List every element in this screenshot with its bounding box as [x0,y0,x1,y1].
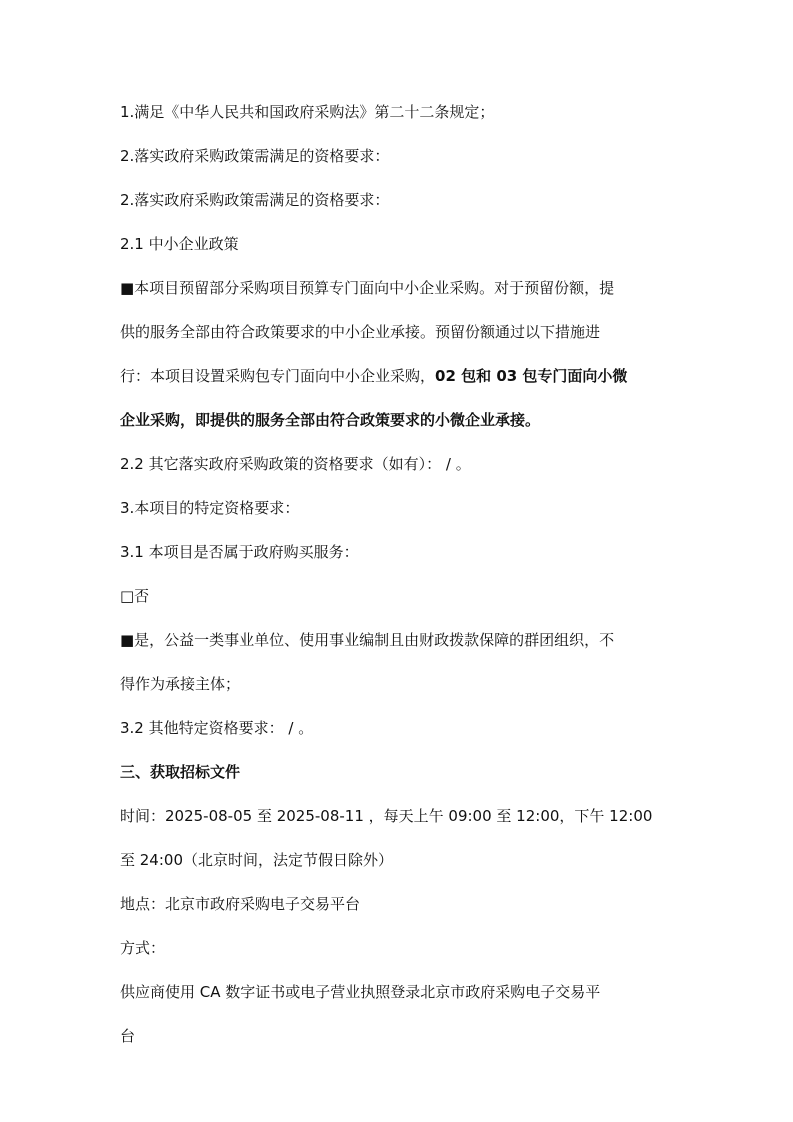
location-line: 地点：北京市政府采购电子交易平台 [120,895,361,913]
clause-2-2: 2.2 其它落实政府采购政策的资格要求（如有）： / 。 [120,455,471,473]
clause-3-2: 3.2 其他特定资格要求： / 。 [120,719,314,737]
clause-2: 2.落实政府采购政策需满足的资格要求： [120,147,390,165]
sme-policy-line-4-bold: 企业采购，即提供的服务全部由符合政策要求的小微企业承接。 [120,411,541,429]
checkbox-yes-line-1: ■是，公益一类事业单位、使用事业编制且由财政拨款保障的群团组织，不 [120,631,615,649]
section-3-heading: 三、获取招标文件 [120,763,241,781]
clause-1-1: 1.满足《中华人民共和国政府采购法》第二十二条规定； [120,103,495,121]
time-line-1: 时间：2025-08-05 至 2025-08-11 ，每天上午 09:00 至 12:00，下午 12:00 [120,807,653,825]
method-paragraph [120,982,673,1046]
clause-2-1-heading: 2.1 中小企业政策 [120,235,239,253]
time-line-2: 至 24:00（北京时间，法定节假日除外） [120,851,393,869]
sme-policy-line-3-plain: 行：本项目设置采购包专门面向中小企业采购， [120,367,436,385]
sme-policy-line-2: 供的服务全部由符合政策要求的中小企业承接。预留份额通过以下措施进 [120,323,601,341]
method-label: 方式： [120,939,166,957]
sme-policy-line-3-bold: 02 包和 03 包专门面向小微 [435,367,628,385]
clause-2-repeat: 2.落实政府采购政策需满足的资格要求： [120,191,390,209]
sme-policy-line-3 [120,366,673,386]
checkbox-yes-paragraph [120,630,673,718]
checkbox-yes-line-2: 得作为承接主体； [120,675,241,693]
sme-policy-paragraph [120,278,673,454]
clause-3: 3.本项目的特定资格要求： [120,499,300,517]
method-line-2: 台 [120,1027,136,1045]
sme-policy-line-1: ■本项目预留部分采购项目预算专门面向中小企业采购。对于预留份额，提 [120,279,615,297]
method-line-1: 供应商使用 CA 数字证书或电子营业执照登录北京市政府采购电子交易平 [120,983,601,1001]
checkbox-no-option: □否 [120,587,150,605]
time-paragraph [120,806,673,894]
clause-3-1: 3.1 本项目是否属于政府购买服务： [120,543,359,561]
